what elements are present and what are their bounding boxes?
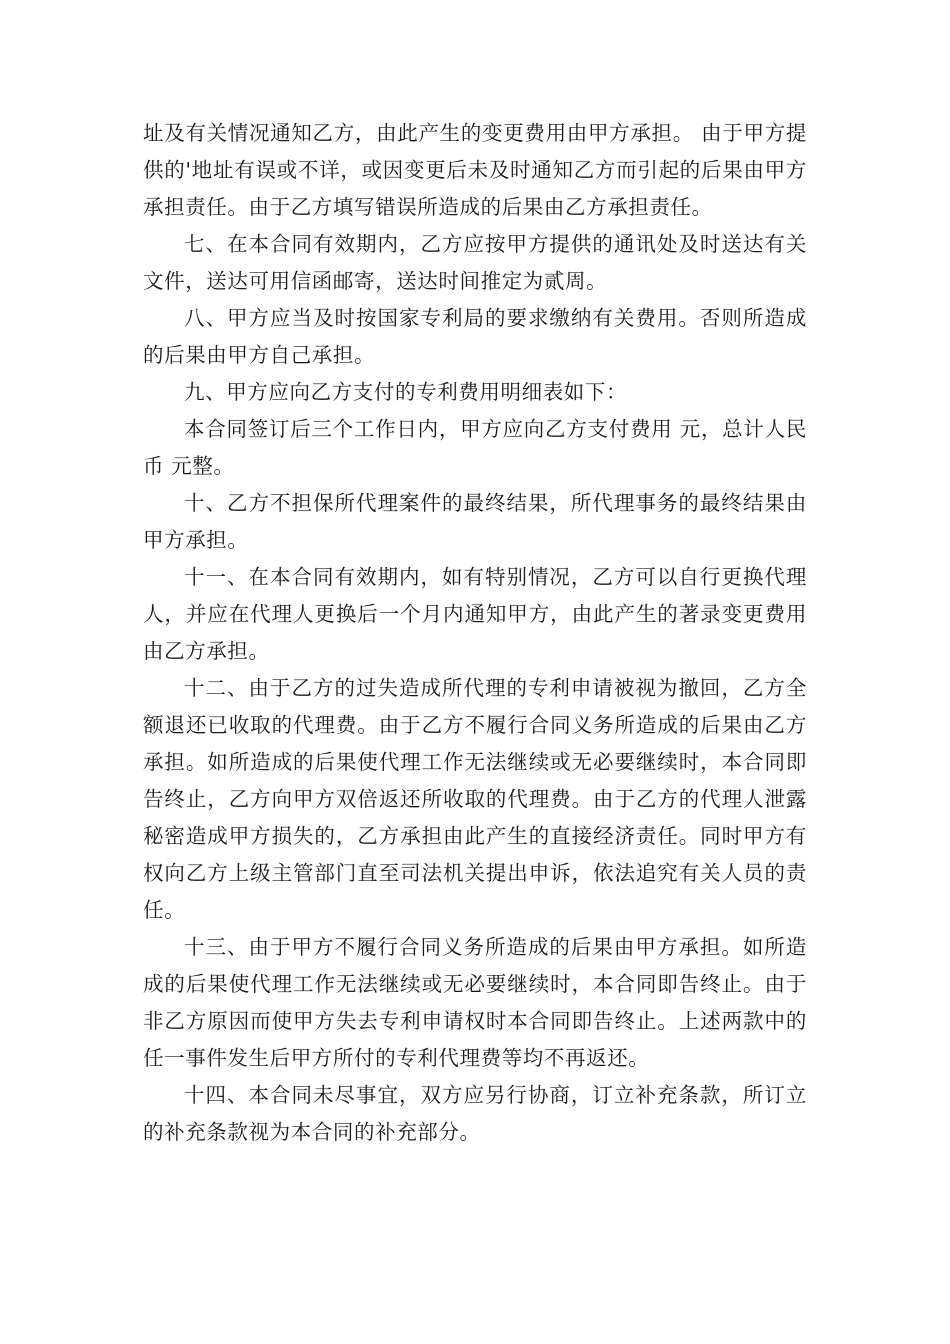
paragraph-clause-12: 十二、由于乙方的过失造成所代理的专利申请被视为撤回，乙方全额退还已收取的代理费。由于乙方不履行合同义务所造成的后果由乙方承担。如所造成的后果使代理工作无法继续或无必要继续时，本合同即告终止，乙方向甲方双倍返还所收取的代理费。由于乙方的代理人泄露秘密造成甲方损失的，乙方承担由此产生的直接经济责任。同时甲方有权向乙方上级主管部门直至司法机关提出申诉，依法追究有关人员的责任。 [143,676,807,922]
paragraph-payment-terms: 本合同签订后三个工作日内，甲方应向乙方支付费用 元，总计人民币 元整。 [143,417,807,478]
paragraph-clause-13: 十三、由于甲方不履行合同义务所造成的后果由甲方承担。如所造成的后果使代理工作无法继续或无必要继续时，本合同即告终止。由于非乙方原因而使甲方失去专利申请权时本合同即告终止。上述两款中的任一事件发生后甲方所付的专利代理费等均不再返还。 [143,935,807,1070]
paragraph-clause-9: 九、甲方应向乙方支付的专利费用明细表如下： [184,380,628,404]
paragraph-clause-10: 十、乙方不担保所代理案件的最终结果，所代理事务的最终结果由甲方承担。 [143,491,807,552]
document-body [143,115,807,1151]
paragraph-clause-7: 七、在本合同有效期内，乙方应按甲方提供的通讯处及时送达有关文件，送达可用信函邮寄，送达时间推定为贰周。 [143,232,807,293]
paragraph-continuation: 址及有关情况通知乙方，由此产生的变更费用由甲方承担。 由于甲方提供的'地址有误或不详，或因变更后未及时通知乙方而引起的后果由甲方承担责任。由于乙方填写错误所造成的后果由乙方承担责任。 [143,121,807,219]
paragraph-clause-8: 八、甲方应当及时按国家专利局的要求缴纳有关费用。否则所造成的后果由甲方自己承担。 [143,306,807,367]
paragraph-clause-14: 十四、本合同未尽事宜，双方应另行协商，订立补充条款，所订立的补充条款视为本合同的补充部分。 [143,1083,807,1144]
paragraph-clause-11: 十一、在本合同有效期内，如有特别情况，乙方可以自行更换代理人，并应在代理人更换后一个月内通知甲方，由此产生的著录变更费用由乙方承担。 [143,565,807,663]
